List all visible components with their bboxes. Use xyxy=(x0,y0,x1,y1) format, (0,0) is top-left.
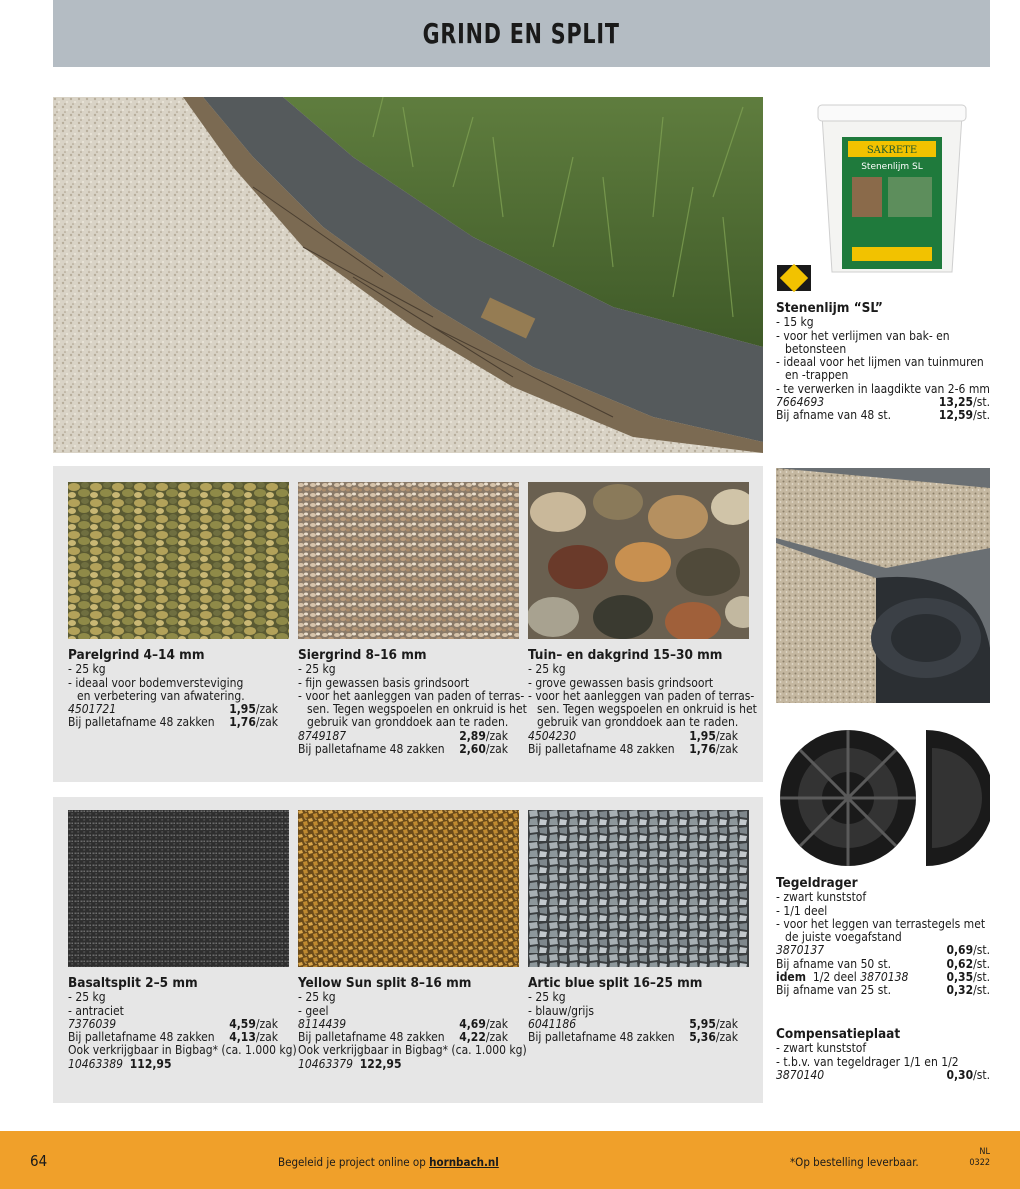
price-unit: /zak xyxy=(255,715,278,730)
price: 13,25 xyxy=(938,395,974,410)
spec-line: sen. Tegen wegspoelen en onkruid is het xyxy=(537,702,757,717)
price: 0,30 xyxy=(946,1067,974,1082)
spec-line: de juiste voegafstand xyxy=(785,930,902,945)
tegeldrager-info xyxy=(776,877,990,998)
bulk-price: 1,76 xyxy=(689,742,716,757)
bulk-price-row xyxy=(298,1031,508,1044)
article-number: 3870137 xyxy=(776,943,825,958)
price: 0,35 xyxy=(946,970,974,985)
bulk-price: 2,60 xyxy=(459,742,486,757)
price-row xyxy=(68,1018,278,1031)
price-unit: /st. xyxy=(973,956,990,971)
price-unit: /st. xyxy=(973,395,990,410)
bigbag-note: Ook verkrijgbaar in Bigbag* (ca. 1.000 kg) xyxy=(298,1043,527,1058)
price-unit: /zak xyxy=(255,1016,278,1031)
stenenlijm-title: Stenenlijm “SL” xyxy=(776,300,883,316)
sakrete-logo-icon xyxy=(777,265,811,291)
price-unit: /zak xyxy=(715,742,738,757)
article-number: 3870140 xyxy=(776,1067,825,1082)
price-unit: /zak xyxy=(485,1030,508,1045)
spec-line: - 25 kg xyxy=(528,662,566,677)
tegeldrager-image xyxy=(776,468,990,870)
bulk-label: Bij afname van 48 st. xyxy=(776,408,892,423)
spec-line: - 25 kg xyxy=(528,990,566,1005)
article-number: 7376039 xyxy=(68,1016,117,1031)
bulk-price-row xyxy=(528,743,738,756)
hero-image xyxy=(53,97,763,453)
spec-line: - t.b.v. van tegeldrager 1/1 en 1/2 xyxy=(776,1054,959,1069)
price-unit: /zak xyxy=(485,1016,508,1031)
price-unit: /zak xyxy=(485,728,508,743)
article-number: 4504230 xyxy=(528,728,577,743)
spec-line: betonsteen xyxy=(785,341,847,356)
spec-line: gebruik van gronddoek aan te raden. xyxy=(537,715,739,730)
bulk-label: Bij afname van 25 st. xyxy=(776,983,892,998)
price: 4,59 xyxy=(229,1016,256,1031)
bulk-label: Bij palletafname 48 zakken xyxy=(528,1030,675,1045)
footer-code xyxy=(950,1147,990,1169)
spec-line: - voor het verlijmen van bak- en xyxy=(776,328,950,343)
article-number: 4501721 xyxy=(68,702,117,717)
spec-line: sen. Tegen wegspoelen en onkruid is het xyxy=(307,702,527,717)
price-unit: /st. xyxy=(973,1067,990,1082)
page-title: GRIND EN SPLIT xyxy=(422,17,621,50)
bigbag-price: 112,95 xyxy=(129,1056,172,1071)
spec-line: - 25 kg xyxy=(298,990,336,1005)
tegeldrager-title: Tegeldrager xyxy=(776,875,858,891)
price-row xyxy=(528,1018,738,1031)
product-card xyxy=(68,975,297,1071)
price: 1,95 xyxy=(689,728,716,743)
article-number: 8749187 xyxy=(298,728,347,743)
product-card xyxy=(528,977,738,1044)
product-title: Artic blue split 16–25 mm xyxy=(528,975,703,991)
footer-promo xyxy=(278,1155,499,1169)
promo-text: Begeleid je project online op xyxy=(278,1155,430,1169)
stenenlijm-image xyxy=(812,97,972,277)
price: 2,89 xyxy=(459,728,486,743)
hornbach-link[interactable]: hornbach.nl xyxy=(429,1155,499,1169)
spec-line: gebruik van gronddoek aan te raden. xyxy=(307,715,509,730)
price: 1,95 xyxy=(229,702,256,717)
bulk-price: 5,36 xyxy=(689,1030,716,1045)
price-unit: /zak xyxy=(255,1030,278,1045)
idem-price-row xyxy=(776,971,990,984)
country-code: NL xyxy=(979,1147,990,1157)
price-unit: /zak xyxy=(715,1030,738,1045)
basaltsplit-photo xyxy=(68,810,289,967)
product-title: Basaltsplit 2–5 mm xyxy=(68,975,198,991)
bulk-price-row xyxy=(68,716,278,729)
bulk-price-row xyxy=(776,984,990,997)
product-title: Parelgrind 4–14 mm xyxy=(68,647,205,663)
bulk-label: Bij afname van 50 st. xyxy=(776,956,892,971)
price-row xyxy=(528,730,738,743)
siergrind-photo xyxy=(298,482,519,639)
product-title: Yellow Sun split 8–16 mm xyxy=(298,975,472,991)
spec-line: - antraciet xyxy=(68,1003,124,1018)
spec-line: - 25 kg xyxy=(68,990,106,1005)
spec-line: - ideaal voor het lijmen van tuinmuren xyxy=(776,355,984,370)
spec-line: - voor het leggen van terrastegels met xyxy=(776,916,986,931)
price-row xyxy=(68,703,278,716)
page-footer xyxy=(0,1131,1020,1189)
bulk-price: 12,59 xyxy=(938,408,974,423)
page-header xyxy=(53,0,990,67)
spec-line: - grove gewassen basis grindsoort xyxy=(528,675,714,690)
bulk-label: Bij palletafname 48 zakken xyxy=(68,715,215,730)
article-number: 6041186 xyxy=(528,1016,577,1031)
artic-blue-photo xyxy=(528,810,749,967)
article-number: 8114439 xyxy=(298,1016,347,1031)
spec-line: en verbetering van afwatering. xyxy=(77,688,245,703)
spec-line: - 25 kg xyxy=(68,662,106,677)
bulk-price-row xyxy=(776,958,990,971)
bulk-label: Bij palletafname 48 zakken xyxy=(528,742,675,757)
parelgrind-photo xyxy=(68,482,289,639)
bulk-price-row xyxy=(68,1031,278,1044)
product-panel-row2 xyxy=(53,797,763,1103)
spec-line: - te verwerken in laagdikte van 2-6 mm xyxy=(776,381,990,396)
spec-line: - voor het aanleggen van paden of terras- xyxy=(528,688,755,703)
bulk-price: 0,62 xyxy=(946,956,974,971)
product-card xyxy=(298,975,527,1071)
idem-text: 1/2 deel xyxy=(812,970,857,985)
order-note: *Op bestelling leverbaar. xyxy=(790,1155,919,1169)
page-number: 64 xyxy=(30,1152,48,1170)
catalog-code: 0322 xyxy=(969,1158,990,1168)
tuingrind-photo xyxy=(528,482,749,639)
price-row xyxy=(776,1069,990,1082)
price-unit: /zak xyxy=(255,702,278,717)
article-number: 10463389 xyxy=(68,1056,123,1071)
spec-line: - zwart kunststof xyxy=(776,890,867,905)
bulk-price-row xyxy=(776,409,990,422)
price-unit: /st. xyxy=(973,408,990,423)
spec-line: - ideaal voor bodemversteviging xyxy=(68,675,244,690)
product-card xyxy=(68,649,278,730)
price-row xyxy=(776,944,990,957)
product-card xyxy=(298,647,527,757)
bulk-label: Bij palletafname 48 zakken xyxy=(68,1030,215,1045)
idem-label: idem xyxy=(776,970,806,985)
spec-line: - zwart kunststof xyxy=(776,1041,867,1056)
price-row xyxy=(776,396,990,409)
bucket-brand-text: SAKRETE xyxy=(866,145,918,156)
article-number: 10463379 xyxy=(298,1056,353,1071)
stenenlijm-info xyxy=(776,302,990,423)
bigbag-note: Ook verkrijgbaar in Bigbag* (ca. 1.000 kg) xyxy=(68,1043,297,1058)
compensatieplaat-info xyxy=(776,1028,990,1082)
price-unit: /st. xyxy=(973,970,990,985)
price-unit: /zak xyxy=(715,728,738,743)
bigbag-price: 122,95 xyxy=(359,1056,402,1071)
price: 5,95 xyxy=(689,1016,716,1031)
spec-line: - 1/1 deel xyxy=(776,903,828,918)
article-number: 7664693 xyxy=(776,395,825,410)
price: 4,69 xyxy=(459,1016,486,1031)
price: 0,69 xyxy=(946,943,974,958)
spec-line: - voor het aanleggen van paden of terras- xyxy=(298,688,525,703)
price-unit: /st. xyxy=(973,943,990,958)
bulk-label: Bij palletafname 48 zakken xyxy=(298,742,445,757)
spec-line: - 15 kg xyxy=(776,315,814,330)
bulk-price: 4,13 xyxy=(229,1030,256,1045)
price-unit: /zak xyxy=(715,1016,738,1031)
product-title: Siergrind 8–16 mm xyxy=(298,647,427,663)
compensatieplaat-title: Compensatieplaat xyxy=(776,1026,901,1042)
bulk-label: Bij palletafname 48 zakken xyxy=(298,1030,445,1045)
spec-line: - blauw/grijs xyxy=(528,1003,595,1018)
spec-line: en -trappen xyxy=(785,368,849,383)
spec-line: - fijn gewassen basis grindsoort xyxy=(298,675,470,690)
bulk-price: 1,76 xyxy=(229,715,256,730)
price-row xyxy=(298,730,508,743)
spec-line: - geel xyxy=(298,1003,329,1018)
bulk-price-row xyxy=(528,1031,738,1044)
product-card xyxy=(528,647,757,757)
bucket-label-text: Stenenlijm SL xyxy=(861,162,923,172)
price-row xyxy=(298,1018,508,1031)
bulk-price: 0,32 xyxy=(946,983,974,998)
price-unit: /zak xyxy=(485,742,508,757)
product-panel-row1 xyxy=(53,466,763,782)
yellow-sun-photo xyxy=(298,810,519,967)
price-unit: /st. xyxy=(973,983,990,998)
article-number: 3870138 xyxy=(860,970,909,985)
spec-line: - 25 kg xyxy=(298,662,336,677)
bulk-price: 4,22 xyxy=(459,1030,486,1045)
product-title: Tuin– en dakgrind 15–30 mm xyxy=(528,647,723,663)
bulk-price-row xyxy=(298,743,508,756)
